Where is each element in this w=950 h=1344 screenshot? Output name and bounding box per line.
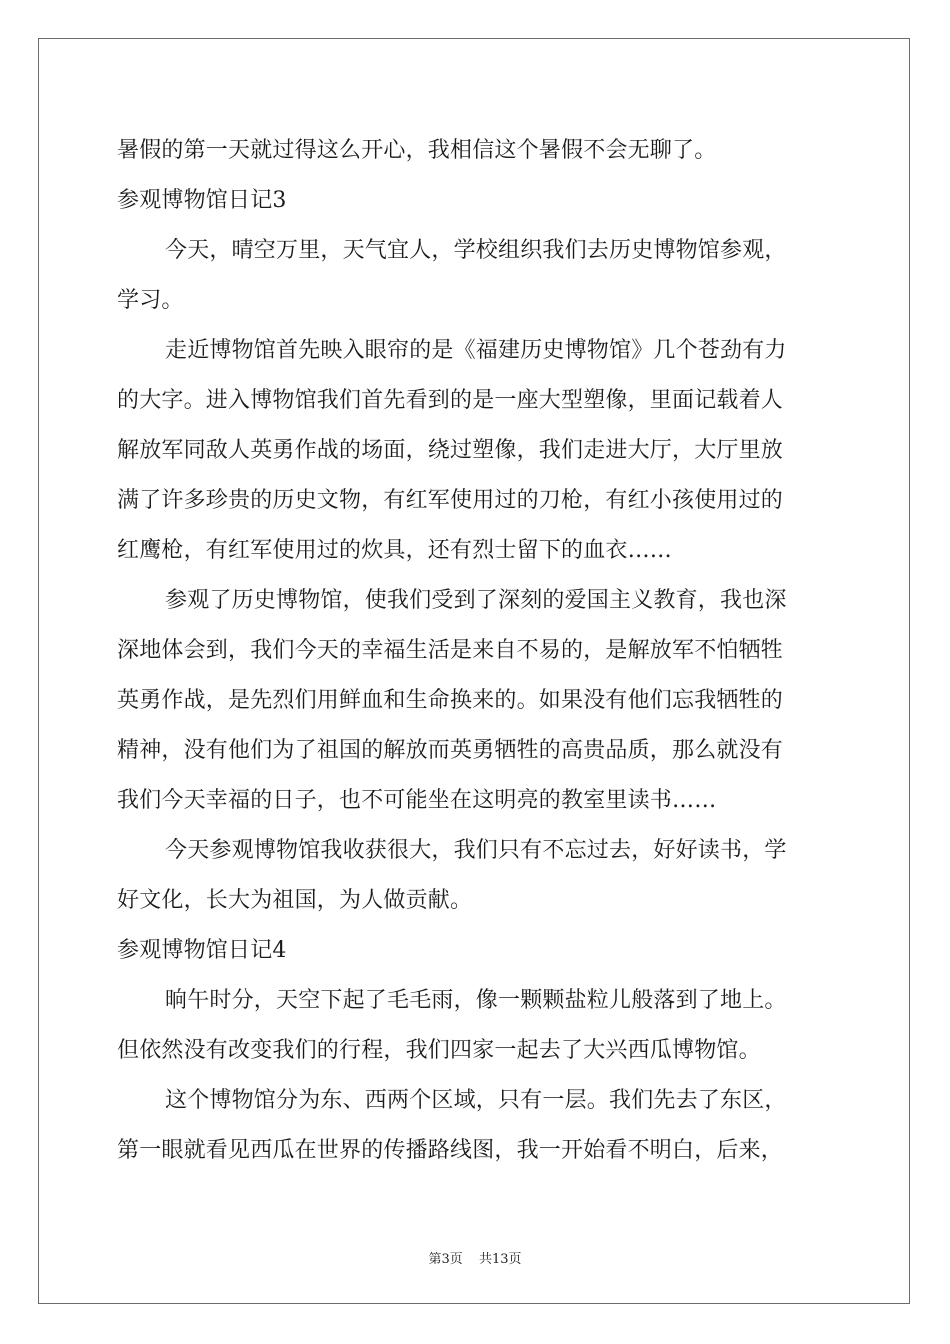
page-number: 第3页 [428, 1252, 463, 1267]
page-total: 共13页 [478, 1252, 522, 1267]
section-heading: 参观博物馆日记3 [117, 188, 287, 213]
paragraph-first-line: 今天，晴空万里，天气宜人，学校组织我们去历史博物馆参观， [165, 238, 787, 263]
page-footer [0, 1248, 950, 1267]
body-line: 暑假的第一天就过得这么开心，我相信这个暑假不会无聊了。 [117, 138, 717, 163]
body-line: 第一眼就看见西瓜在世界的传播路线图，我一开始看不明白，后来， [117, 1138, 784, 1163]
body-line: 英勇作战，是先烈们用鲜血和生命换来的。如果没有他们忘我牺牲的 [117, 688, 784, 713]
body-line: 解放军同敌人英勇作战的场面，绕过塑像，我们走进大厅，大厅里放 [117, 438, 784, 463]
paragraph-first-line: 参观了历史博物馆，使我们受到了深刻的爱国主义教育，我也深 [165, 588, 787, 613]
body-line: 学习。 [117, 288, 184, 313]
section-heading: 参观博物馆日记4 [117, 938, 287, 963]
paragraph-first-line: 晌午时分，天空下起了毛毛雨，像一颗颗盐粒儿般落到了地上。 [165, 988, 787, 1013]
body-line: 红鹰枪，有红军使用过的炊具，还有烈士留下的血衣…… [117, 538, 673, 563]
document-body [117, 126, 835, 1176]
paragraph-first-line: 这个博物馆分为东、西两个区域，只有一层。我们先去了东区， [165, 1088, 787, 1113]
body-line: 好文化，长大为祖国，为人做贡献。 [117, 888, 473, 913]
body-line: 精神，没有他们为了祖国的解放而英勇牺牲的高贵品质，那么就没有 [117, 738, 784, 763]
body-line: 我们今天幸福的日子，也不可能坐在这明亮的教室里读书…… [117, 788, 717, 813]
body-line: 但依然没有改变我们的行程，我们四家一起去了大兴西瓜博物馆。 [117, 1038, 761, 1063]
paragraph-first-line: 今天参观博物馆我收获很大，我们只有不忘过去，好好读书，学 [165, 838, 787, 863]
paragraph-first-line: 走近博物馆首先映入眼帘的是《福建历史博物馆》几个苍劲有力 [165, 338, 787, 363]
body-line: 深地体会到，我们今天的幸福生活是来自不易的，是解放军不怕牺牲 [117, 638, 784, 663]
body-line: 满了许多珍贵的历史文物，有红军使用过的刀枪，有红小孩使用过的 [117, 488, 784, 513]
body-line: 的大字。进入博物馆我们首先看到的是一座大型塑像，里面记载着人 [117, 388, 784, 413]
